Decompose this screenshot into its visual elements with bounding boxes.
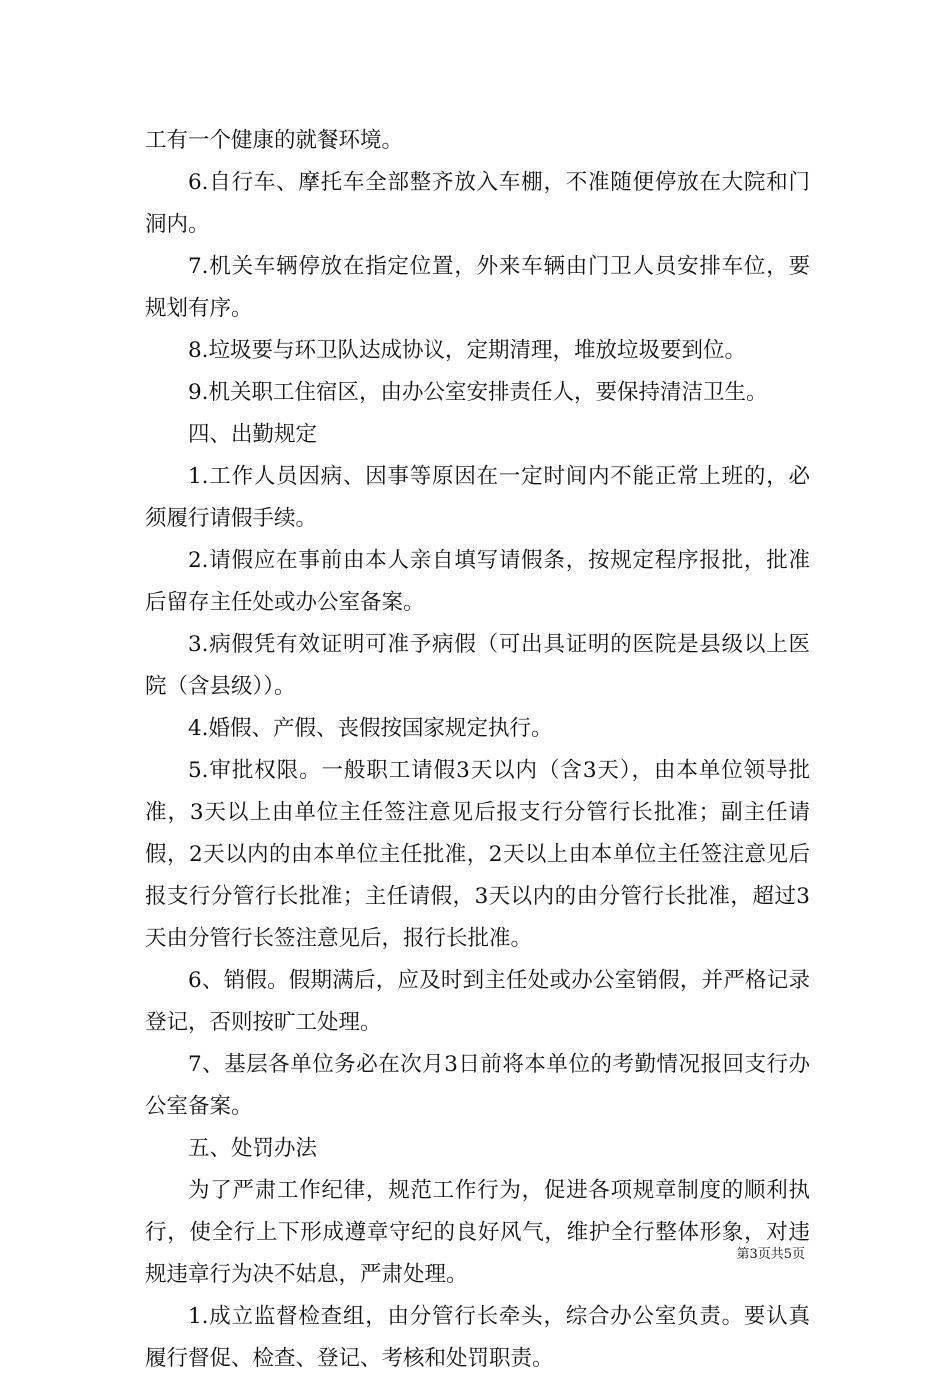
paragraph-attendance-3: 3.病假凭有效证明可准予病假（可出具证明的医院是县级以上医院（含县级））。 [145, 632, 810, 699]
paragraph-attendance-2: 2.请假应在事前由本人亲自填写请假条，按规定程序报批，批准后留存主任处或办公室备案。 [145, 548, 810, 615]
paragraph-item-6-bicycles: 6.自行车、摩托车全部整齐放入车棚，不准随便停放在大院和门洞内。 [145, 170, 810, 237]
paragraph-attendance-1: 1.工作人员因病、因事等原因在一定时间内不能正常上班的，必须履行请假手续。 [145, 464, 810, 531]
paragraph-penalties-intro: 为了严肃工作纪律，规范工作行为，促进各项规章制度的顺利执行，使全行上下形成遵章守纪的良好风气，维护全行整体形象，对违规违章行为决不姑息，严肃处理。 [145, 1178, 810, 1287]
paragraph-attendance-7: 7、基层各单位务必在次月3日前将本单位的考勤情况报回支行办公室备案。 [145, 1052, 810, 1119]
paragraph-attendance-6: 6、销假。假期满后，应及时到主任处或办公室销假，并严格记录登记，否则按旷工处理。 [145, 968, 810, 1035]
paragraph-item-9-dormitory: 9.机关职工住宿区，由办公室安排责任人，要保持清洁卫生。 [188, 380, 768, 405]
paragraph-item-7-vehicles: 7.机关车辆停放在指定位置，外来车辆由门卫人员安排车位，要规划有序。 [145, 254, 810, 321]
paragraph-penalties-1: 1.成立监督检查组，由分管行长牵头，综合办公室负责。要认真履行督促、检查、登记、考核和处罚职责。 [145, 1304, 810, 1371]
page-number-footer: 第3页共5页 [736, 1247, 805, 1262]
paragraph-continuation: 工有一个健康的就餐环境。 [145, 128, 404, 153]
paragraph-attendance-5: 5.审批权限。一般职工请假3天以内（含3天），由本单位领导批准，3天以上由单位主任签注意见后报支行分管行长批准；副主任请假，2天以内的由本单位主任批准，2天以上由本单位主任签注意见后报支行分管行长批准；主任请假，3天以内的由分管行长批准，超过3天由分管行长签注意见后，报行长批准。 [145, 758, 810, 951]
section-heading-attendance: 四、出勤规定 [188, 422, 318, 447]
section-heading-penalties: 五、处罚办法 [188, 1136, 318, 1161]
paragraph-item-8-garbage: 8.垃圾要与环卫队达成协议，定期清理，堆放垃圾要到位。 [188, 338, 747, 363]
paragraph-attendance-4: 4.婚假、产假、丧假按国家规定执行。 [188, 716, 553, 741]
document-body [145, 120, 810, 1380]
